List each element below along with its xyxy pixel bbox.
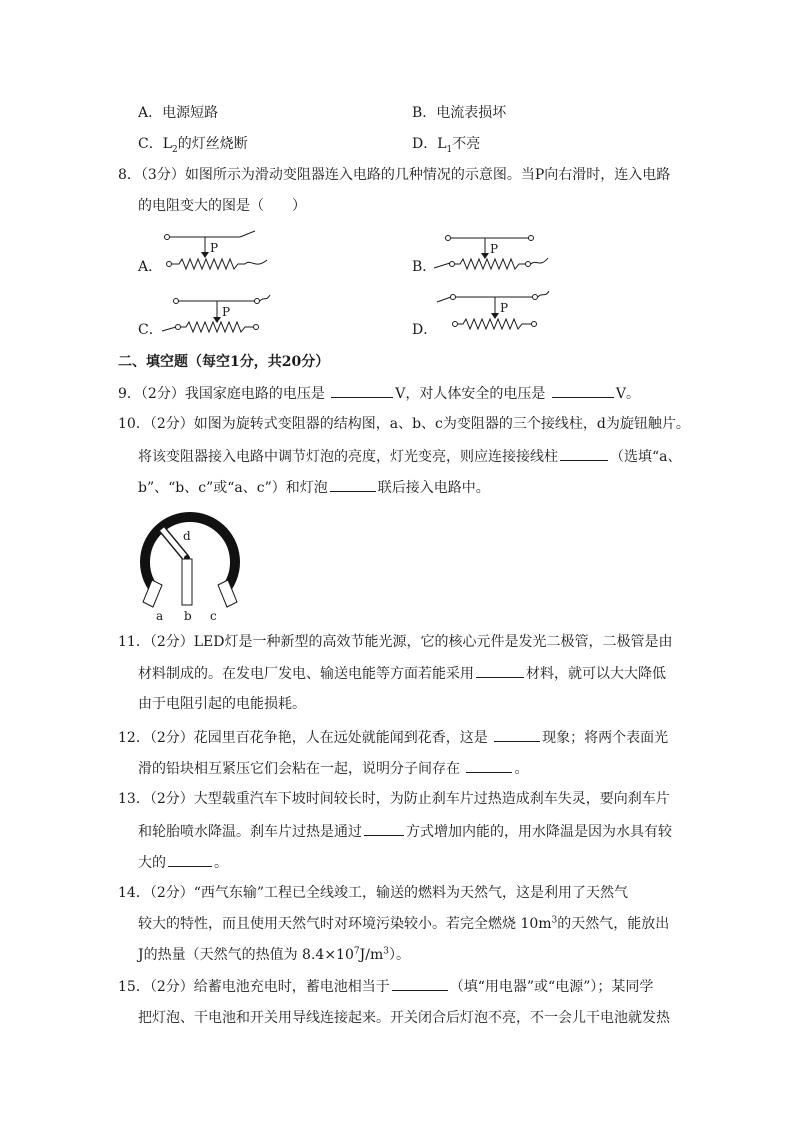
slider-label: P xyxy=(490,242,499,256)
slider-label: P xyxy=(500,301,509,315)
q8-label-a: A． xyxy=(138,259,163,275)
answer-blank[interactable] xyxy=(330,477,376,492)
rheostat-figure-d xyxy=(435,288,555,338)
q13-line2: 和轮胎喷水降温。刹车片过热是通过 方式增加内能的，用水降温是因为水具有较 xyxy=(138,821,672,842)
q7-option-b: B．电流表损坏 xyxy=(412,105,507,121)
q14-line1: 14．（2分）“西气东输”工程已全线竣工，输送的燃料为天然气，这是利用了天然气 xyxy=(118,885,629,901)
q15-line2: 把灯泡、干电池和开关用导线连接起来。开关闭合后灯泡不亮，不一会儿干电池就发热 xyxy=(138,1010,670,1026)
section-title: 二、填空题（每空1分，共20分） xyxy=(118,354,330,370)
terminal-label-d: d xyxy=(183,529,191,543)
slider-label: P xyxy=(210,241,219,255)
q13-line1: 13．（2分）大型载重汽车下坡时间较长时，为防止刹车片过热造成刹车失灵，要向刹车片 xyxy=(118,791,670,807)
q8-label-d: D． xyxy=(412,322,438,338)
rheostat-figure-b xyxy=(430,228,550,278)
q10-line1: 10．（2分）如图为旋转式变阻器的结构图，a、b、c为变阻器的三个接线柱，d为旋钮触片。 xyxy=(118,416,690,432)
q14-line2: 较大的特性，而且使用天然气时对环境污染较小。若完全燃烧 $10m^3$的天然气，能放出 xyxy=(138,915,670,932)
q9: 9．（2分）我国家庭电路的电压是 V，对人体安全的电压是 V。 xyxy=(118,383,640,404)
q7-option-a: A．电源短路 xyxy=(138,105,219,121)
answer-blank[interactable] xyxy=(392,976,448,991)
q10-line2: 将该变阻器接入电路中调节灯泡的亮度，灯光变亮，则应连接接线柱 （选填“a、 xyxy=(138,446,682,467)
terminal-label-a: a xyxy=(156,609,164,623)
q8-label-b: B． xyxy=(412,259,437,275)
q8-stem-line2: 的电阻变大的图是（ ） xyxy=(138,198,306,214)
q8-stem-line1: 8．（3分）如图所示为滑动变阻器连入电路的几种情况的示意图。当P向右滑时，连入电路 xyxy=(118,167,671,183)
answer-blank[interactable] xyxy=(494,727,540,742)
answer-blank[interactable] xyxy=(552,383,614,398)
rheostat-figure-c xyxy=(160,290,280,340)
q10-line3: b”、“b、c”或“a、c”）和灯泡 联后接入电路中。 xyxy=(138,477,490,498)
answer-blank[interactable] xyxy=(331,383,393,398)
q14-line3: J的热量（天然气的热值为 $8.4\times 10^7J/m^3$）。 xyxy=(138,946,410,963)
q7-option-d: D．$L_1$不亮 xyxy=(412,136,481,155)
answer-blank[interactable] xyxy=(560,446,608,461)
q11-line1: 11．（2分）LED灯是一种新型的高效节能光源，它的核心元件是发光二极管，二极管是由 xyxy=(118,634,673,650)
terminal-label-c: c xyxy=(210,609,217,623)
q15-line1: 15．（2分）给蓄电池充电时，蓄电池相当于 （填“用电器”或“电源”）；某同学 xyxy=(118,976,653,997)
answer-blank[interactable] xyxy=(364,821,404,836)
q11-line3: 由于电阻引起的电能损耗。 xyxy=(138,696,306,712)
q7-option-c: C．$L_2$的灯丝烧断 xyxy=(138,136,248,155)
q12-line1: 12．（2分）花园里百花争艳，人在远处就能闻到花香，这是 现象；将两个表面光 xyxy=(118,727,668,748)
terminal-label-b: b xyxy=(184,609,192,623)
answer-blank[interactable] xyxy=(466,758,512,773)
q8-label-c: C． xyxy=(138,322,163,338)
answer-blank[interactable] xyxy=(476,663,524,678)
q11-line2: 材料制成的。在发电厂发电、输送电能等方面若能采用 材料，就可以大大降低 xyxy=(138,663,666,684)
answer-blank[interactable] xyxy=(168,852,212,867)
rheostat-figure-a xyxy=(155,228,275,278)
slider-label: P xyxy=(222,305,231,319)
q13-line3: 大的 。 xyxy=(138,852,228,873)
q12-line2: 滑的铅块相互紧压它们会粘在一起，说明分子间存在 。 xyxy=(138,758,528,779)
rotary-rheostat-figure xyxy=(138,512,248,624)
